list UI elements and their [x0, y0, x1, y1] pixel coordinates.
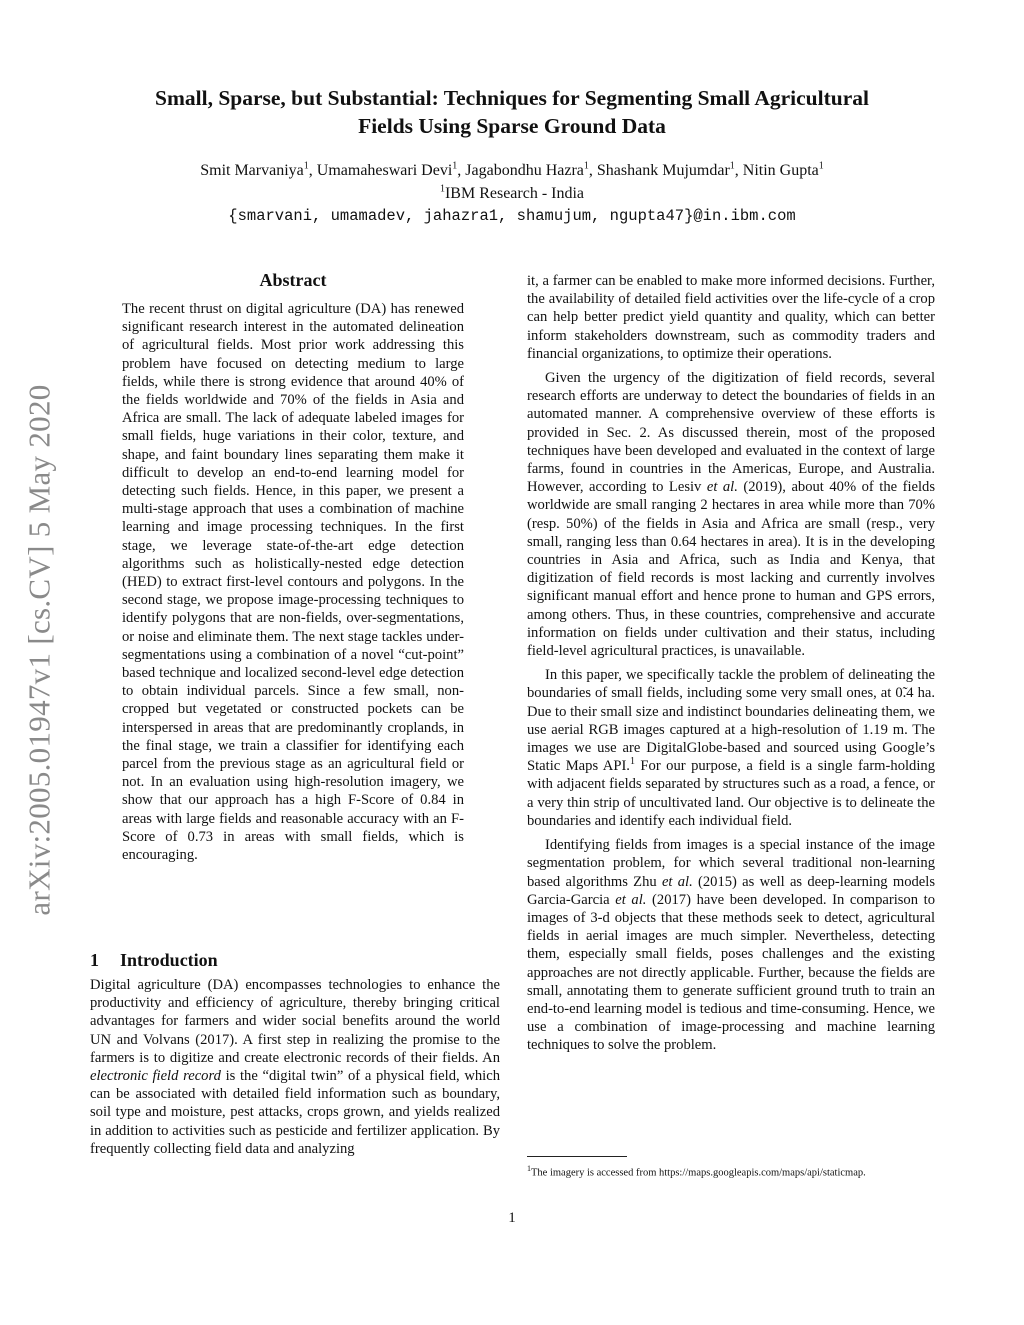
affiliation [100, 183, 924, 205]
et-al: et al. [615, 891, 647, 908]
para-text: (2019), about 40% of the fields worldwide are small ranging 2 hectares in area while more than 70% (resp. 50%) of the fields in Asia and Africa are small (resp., very small, ranging less than 0.64 hectares in area). It is in the developing countries in Asia and Africa, such as India and Kenya, that digitization of field records is most lacking and currently involves significant manual effort and hence prone to human and GPS errors, among others. Thus, in these countries, comprehensive and accurate information on fields under cultivation and their status, including field-level agricultural practices, is unavailable. [527, 479, 936, 660]
intro-text-1: Digital agriculture (DA) encompasses technologies to enhance the productivity and efficiency of agriculture, thereby bringing critical advantages for farmers and wider social benefits around the world UN and Volvans (2017). A first step in realizing the promise to the farmers is to digitize and create electronic records of their fields. An [90, 977, 500, 1066]
author-list: Smit Marvaniya$^1$, Umamaheswari Devi$^1$, Jagabondhu Hazra$^1$, Shashank Mujumdar$^1$, Nitin Gupta$^1$ [200, 160, 824, 179]
et-al: et al. [706, 479, 738, 496]
paragraph-identifying-fields [527, 836, 935, 1054]
footnote [527, 1162, 935, 1181]
arxiv-stamp [8, 350, 72, 950]
paragraph-this-paper [527, 666, 935, 830]
affiliation-name: IBM Research - India [444, 185, 585, 202]
para-text: (2017) have been developed. In comparison to images of 3-d objects that these methods seek to detect, agricultural fields in aerial images are much simpler. Nevertheless, detecting them, especially small fields, poses challenges and the existing approaches are not directly applicable. Further, because the fields are small, annotating them to generate sufficient ground truth to train an end-to-end learning model is tedious and time-consuming. Hence, we use a combination of image-processing and machine learning techniques to solve the problem. [527, 891, 935, 1054]
author-affil-mark: 1 [818, 160, 824, 172]
author-affil-mark: 1 [729, 160, 735, 172]
title-line-1: Small, Sparse, but Substantial: Techniques for Segmenting Small Agricultural [155, 86, 869, 110]
para-text: In this paper, we specifically tackle the problem of delineating the boundaries of small fields, including some very small ones, at 0̃.4 ha. Due to their small size and indistinct boundaries delineating them, we use aerial RGB images captured at a high-resolution of 1.19 m. The images we use are DigitalGlobe-based and sourced using Google’s Static Maps API. [527, 667, 935, 775]
para-text: Identifying fields from images is a special instance of the image segmentation problem, for which several traditional non-learning based algorithms Zhu [527, 837, 935, 890]
author-affil-mark: 1 [583, 160, 589, 172]
author-emails: {smarvani, umamadev, jahazra1, shamujum, ngupta47}@in.ibm.com [228, 207, 796, 225]
author-name: Jagabondhu Hazra [465, 162, 584, 179]
footnote-text: The imagery is accessed from https://maps.googleapis.com/maps/api/staticmap. [531, 1167, 866, 1179]
abstract-heading: Abstract [259, 270, 327, 290]
page-number: 1 [508, 1210, 516, 1226]
intro-emphasis: electronic field record [90, 1068, 221, 1085]
footnote-marker: 1 [629, 756, 635, 768]
affiliation-mark: 1 [439, 183, 445, 195]
title-line-2: Fields Using Sparse Ground Data [358, 114, 666, 138]
author-name: Umamaheswari Devi [316, 162, 453, 179]
author-name: Smit Marvaniya [200, 162, 304, 179]
paragraph-continuation: it, a farmer can be enabled to make more informed decisions. Further, the availability of detailed field activities over the life-cycle of a crop can help better predict yield quantity and quality, which can better inform stakeholders downstream, such as commodity traders and financial organizations, to optimize their operations. [527, 273, 935, 362]
et-al: et al. [661, 873, 693, 890]
footnote-mark: 1 [527, 1164, 531, 1173]
paragraph-related-efforts [527, 369, 935, 660]
para-text: Given the urgency of the digitization of field records, several research efforts are underway to detect the boundaries of fields in an automated manner. A comprehensive overview of these efforts is provided in Sec. 2. As discussed therein, most of the proposed techniques have been developed and evaluated in the context of large farms, found in countries in the Americas, Europe, and Australia. However, according to Lesiv [527, 370, 935, 496]
author-name: Nitin Gupta [742, 162, 819, 179]
right-column [527, 272, 935, 1061]
section-title: Introduction [120, 950, 218, 970]
footnote-divider [527, 1156, 627, 1157]
para-text: For our purpose, a field is a single farm-holding with adjacent fields separated by structures such as a road, a fence, or a very thin strip of uncultivated land. Our objective is to delineate the boundaries and identify each individual field. [527, 758, 935, 829]
introduction-paragraph [90, 976, 500, 1158]
arxiv-identifier: arXiv:2005.01947v1 [cs.CV] 5 May 2020 [22, 384, 57, 916]
abstract-body: The recent thrust on digital agriculture (DA) has renewed significant research interest in the automated delineation of agricultural fields. Most prior work addressing this problem have focused on detecting medium to large fields, while there is strong evidence that around 40% of the fields worldwide and 70% of the fields in Asia and Africa are small. The lack of adequate labeled images for small fields, huge variations in their color, texture, and shape, and faint boundary lines separating them make it difficult to develop an end-to-end learning model for detecting such fields. Hence, in this paper, we present a multi-stage approach that uses a combination of machine learning and image processing techniques. In the first stage, we leverage state-of-the-art edge detection algorithms such as holistically-nested edge detection (HED) to extract first-level contours and polygons. In the second stage, we propose image-processing techniques to identify polygons that are non-fields, over-segmentations, or noise and eliminate them. The next stage tackles under-segmentations using a combination of a novel “cut-point” based technique and localized second-level edge detection to obtain individual parcels. Since a few small, non-cropped but vegetated or constructed pockets can be interspersed in areas that are predominantly croplands, in the final stage, we train a classifier for identifying each parcel from the previous stage as an agricultural field or not. In an evaluation using high-resolution imagery, we show that our approach has a high F-Score of 0.84 in areas with large fields and reasonable accuracy with an F-Score of 0.73 in areas with small fields, which is encouraging. [122, 301, 464, 864]
author-affil-mark: 1 [303, 160, 309, 172]
section-number: 1 [90, 950, 99, 970]
intro-text-2: is the “digital twin” of a physical field, which can be associated with detailed field information such as boundary, soil type and moisture, pest attacks, crops grown, and yields realized in addition to activities such as pesticide and fertilizer application. By frequently collecting field data and analyzing [90, 1068, 500, 1157]
author-name: Shashank Mujumdar [596, 162, 730, 179]
para-text: (2015) as well as deep-learning models Garcia-Garcia [527, 873, 935, 908]
paper-title [100, 84, 924, 140]
section-heading-introduction [90, 948, 500, 972]
author-affil-mark: 1 [452, 160, 458, 172]
